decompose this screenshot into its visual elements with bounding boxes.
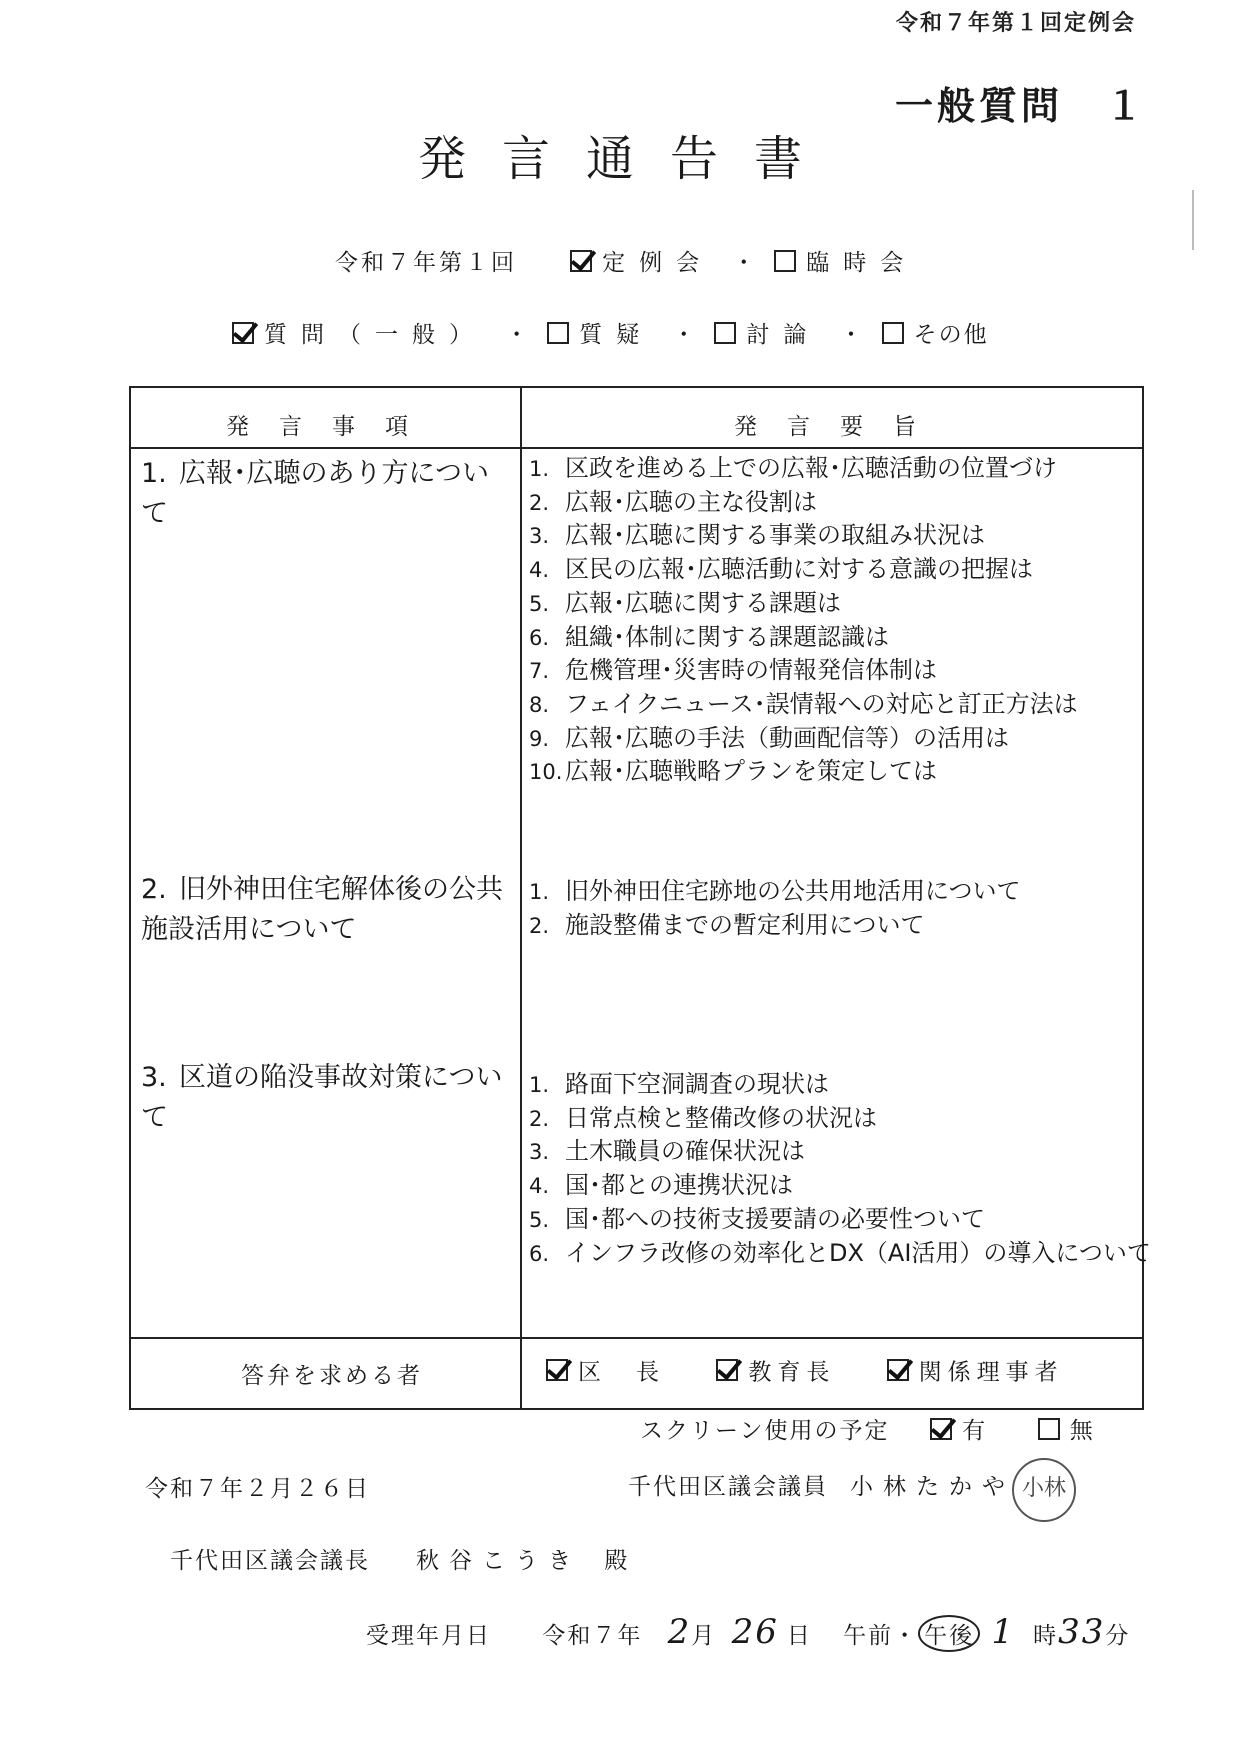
column-divider [520, 388, 522, 1408]
topic-number: 2. [141, 874, 167, 905]
receipt-era-year: 令和７年 [542, 1623, 643, 1649]
debate-label: 討論 [746, 322, 821, 348]
point-item: 4. 国･都との連携状況は [529, 1171, 793, 1200]
receipt-minute-handwritten: 33 [1058, 1612, 1106, 1652]
screen-use-label: スクリーン使用の予定 [640, 1418, 890, 1444]
member-name: 小林たかや [850, 1474, 1015, 1500]
separator-dot: ・ [505, 322, 529, 348]
superintendent-label: 教育長 [748, 1359, 836, 1385]
other-label: その他 [913, 322, 989, 348]
screen-yes-checkbox[interactable] [930, 1418, 952, 1440]
topic-title: 旧外神田住宅解体後の公共施設活用について [141, 874, 503, 945]
point-item: 3. 土木職員の確保状況は [529, 1137, 805, 1166]
point-item: 5. 国･都への技術支援要請の必要性ついて [529, 1204, 985, 1233]
screen-no-checkbox[interactable] [1038, 1418, 1060, 1440]
answerer-options [546, 1353, 1108, 1386]
member-signature [628, 1468, 1015, 1501]
day-unit: 日 [786, 1623, 812, 1649]
debate-checkbox[interactable] [714, 322, 736, 344]
page-edge-mark [1192, 190, 1194, 250]
topic-number: 1. [141, 458, 167, 489]
topic-title: 区道の陥没事故対策について [141, 1062, 503, 1133]
col-header-topic: 発言事項 [226, 414, 438, 440]
hour-unit: 時 [1033, 1623, 1059, 1649]
speech-kind-line [232, 316, 989, 349]
chair-title: 千代田区議会議長 [170, 1548, 370, 1574]
personal-seal: 小林 [1012, 1458, 1076, 1522]
point-item: 6. インフラ改修の効率化とDX（AI活用）の導入について [529, 1238, 1151, 1267]
pm-label-circled: 午後 [918, 1615, 980, 1652]
inquiry-checkbox[interactable] [547, 322, 569, 344]
receipt-label: 受理年月日 [366, 1623, 491, 1649]
topic-1-points [529, 452, 1078, 789]
topic-3-points [529, 1068, 1151, 1270]
inquiry-label: 質疑 [579, 322, 654, 348]
topic-title: 広報･広聴のあり方について [141, 458, 489, 529]
screen-no-label: 無 [1069, 1418, 1095, 1444]
receipt-month-handwritten: 2 [667, 1612, 692, 1652]
screen-use-line [640, 1412, 1095, 1445]
mayor-checkbox[interactable] [546, 1359, 568, 1381]
separator-dot: ・ [839, 322, 863, 348]
topic-1 [141, 454, 511, 534]
answer-row-divider [131, 1337, 1142, 1339]
month-unit: 月 [691, 1623, 717, 1649]
session-label: 令和７年第１回 [335, 250, 517, 276]
submission-date: 令和７年２月２６日 [145, 1476, 370, 1502]
general-question-label: 質問（一般） [264, 322, 486, 348]
screen-yes-label: 有 [962, 1418, 988, 1444]
point-item: 6. 組織･体制に関する課題認識は [529, 622, 889, 651]
regular-session-checkbox[interactable] [570, 250, 592, 272]
question-category: 一般質問 １ [895, 84, 1148, 128]
point-item: 5. 広報･広聴に関する課題は [529, 588, 841, 617]
page-title: 発言通告書 [418, 131, 839, 187]
topic-2 [141, 870, 511, 950]
topic-number: 3. [141, 1062, 167, 1093]
separator-dot: ・ [672, 322, 696, 348]
header-divider [131, 447, 1142, 449]
point-item: 1. 旧外神田住宅跡地の公共用地活用について [529, 877, 1021, 905]
col-header-summary: 発言要旨 [734, 414, 946, 440]
topic-3 [141, 1058, 511, 1138]
point-item: 9. 広報･広聴の手法（動画配信等）の活用は [529, 723, 1009, 752]
session-header-cropped: 令和７年第１回定例会 [896, 10, 1137, 36]
minute-unit: 分 [1105, 1623, 1131, 1649]
point-item: 8. フェイクニュース･誤情報への対応と訂正方法は [529, 689, 1078, 718]
regular-session-label: 定例会 [602, 250, 714, 276]
answer-requested-label: 答弁を求める者 [241, 1363, 423, 1389]
topic-2-points [529, 875, 1021, 942]
point-item: 10. 広報･広聴戦略プランを策定しては [529, 757, 937, 786]
separator-dot: ・ [732, 250, 756, 276]
point-item: 4. 区民の広報･広聴活動に対する意識の把握は [529, 555, 1033, 584]
receipt-hour-handwritten: 1 [991, 1612, 1016, 1652]
officials-checkbox[interactable] [887, 1359, 909, 1381]
member-title: 千代田区議会議員 [628, 1474, 828, 1500]
am-pm-separator: ・ [893, 1623, 919, 1649]
chair-name: 秋谷こうき [416, 1548, 581, 1574]
chair-address [170, 1542, 629, 1575]
point-item: 2. 施設整備までの暫定利用について [529, 910, 925, 939]
point-item: 2. 広報･広聴の主な役割は [529, 487, 817, 516]
point-item: 1. 路面下空洞調査の現状は [529, 1070, 829, 1098]
receipt-date-line [366, 1612, 1130, 1652]
point-item: 3. 広報･広聴に関する事業の取組み状況は [529, 521, 985, 550]
honorific: 殿 [604, 1548, 630, 1574]
general-question-checkbox[interactable] [232, 322, 254, 344]
point-item: 1. 区政を進める上での広報･広聴活動の位置づけ [529, 454, 1057, 482]
mayor-label: 区 長 [578, 1359, 665, 1385]
point-item: 2. 日常点検と整備改修の状況は [529, 1103, 877, 1132]
other-checkbox[interactable] [882, 322, 904, 344]
point-item: 7. 危機管理･災害時の情報発信体制は [529, 656, 937, 685]
extra-session-label: 臨時会 [806, 250, 918, 276]
receipt-day-handwritten: 26 [731, 1612, 779, 1652]
notice-table [129, 386, 1151, 1410]
session-line [335, 244, 917, 277]
officials-label: 関係理事者 [918, 1359, 1064, 1385]
am-label: 午前 [843, 1623, 894, 1649]
extra-session-checkbox[interactable] [774, 250, 796, 272]
superintendent-checkbox[interactable] [716, 1359, 738, 1381]
